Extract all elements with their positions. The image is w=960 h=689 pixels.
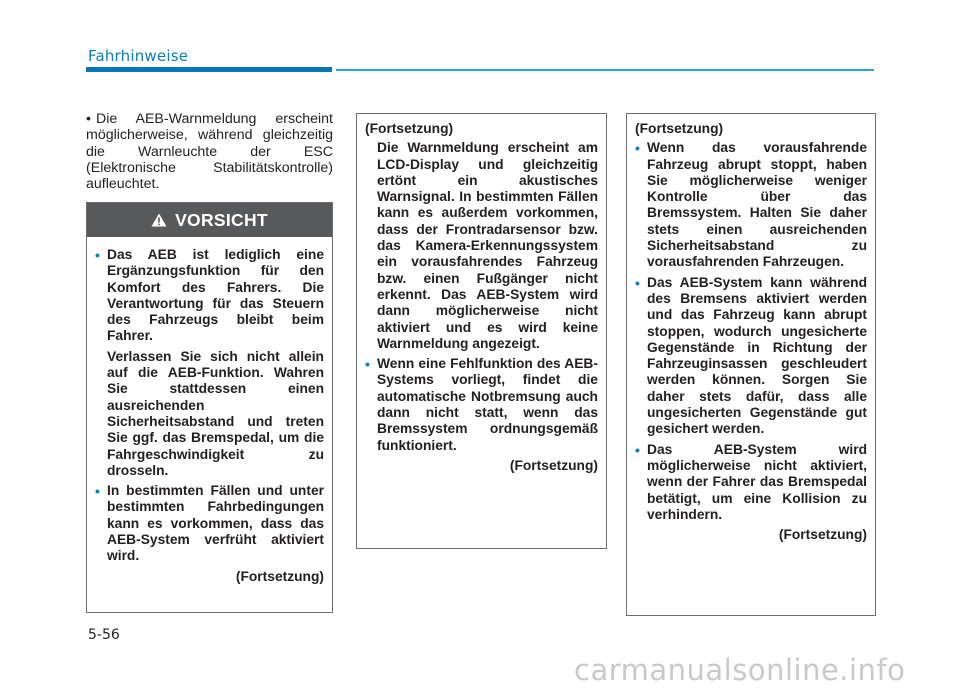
header-rule-light [336,69,874,71]
list-item [635,140,867,270]
right-box [626,113,876,616]
continued-label: (Fortsetzung) [778,527,867,543]
bullet-icon: • [635,441,640,458]
caution-item-paragraph: Verlassen Sie sich nicht allein auf die AEB-Funktion. Wahren Sie stattdessen einen ausreichenden Sicherheitsabstand und treten Sie ggf. das Bremspedal, um die Fahrgeschwindigkeit zu drosseln. [107,348,324,478]
intro-text: Die AEB-Warnmeldung erscheint möglicherweise, während gleichzeitig die Warnleuchte der ESC (Elektronische Stabilitätskontrolle) aufleuchtet. [86,111,333,193]
continued-label: (Fortsetzung) [509,457,598,473]
bullet-icon: • [95,483,100,500]
right-item-text: Das AEB-System kann während des Bremsens aktiviert werden und das Fahrzeug kann abrupt stoppen, wodurch ungesicherte Gegenstände in Richtung der Fahrzeuginsassen geschleudert werden können. Sorgen Sie daher stets dafür, dass alle ungesicherten Gegenstände gut gesichert werden. [647,274,867,437]
header-rule-dark [86,67,332,72]
continued-label: (Fortsetzung) [235,568,324,584]
bullet-icon: • [635,140,640,157]
continuation-lead: (Fortsetzung) [635,121,724,136]
intro-bullet: • [86,111,91,127]
list-item [635,275,867,438]
list-item [365,356,598,454]
caution-header [87,203,332,237]
list-item [635,442,867,523]
warning-triangle-icon [151,213,167,227]
middle-box [356,113,607,549]
caution-title: VORSICHT [175,209,268,230]
page-number: 5-56 [88,627,120,643]
caution-item-text: Das AEB ist lediglich eine Ergänzungsfunktion für den Komfort des Fahrers. Die Verantwortung für das Steuern des Fahrzeugs bleibt beim Fahrer. [107,247,324,344]
caution-box [86,202,333,613]
right-item-text: Das AEB-System wird möglicherweise nicht aktiviert, wenn der Fahrer das Bremspedal betätigt, um eine Kollision zu verhindern. [647,441,867,522]
list-item [95,483,324,564]
continuation-lead: (Fortsetzung) [365,121,454,136]
middle-paragraph: Die Warnmeldung erscheint am LCD-Display und gleichzeitig ertönt ein akustisches Warnsignal. In bestimmten Fällen kann es außerdem vorkommen, dass der Frontradarsensor bzw. das Kamera-Erkennungssystem ein vorausfahrendes Fahrzeug bzw. einen Fußgänger nicht erkennt. Das AEB-System wird dann möglicherweise nicht aktiviert und es wird keine Warnmeldung angezeigt. [377,140,598,351]
bullet-icon: • [635,274,640,291]
bullet-icon: • [95,247,100,263]
bullet-icon: • [365,356,370,373]
middle-item-text: Wenn eine Fehlfunktion des AEB-Systems vorliegt, findet die automatische Notbremsung auch dann nicht statt, wenn das Bremssystem ordnungsgemäß funktioniert. [377,356,598,453]
watermark: carmanualsonline.info [574,653,906,687]
list-item [95,247,324,345]
caution-item-text: In bestimmten Fällen und unter bestimmten Fahrbedingungen kann es vorkommen, dass das AEB-System verfrüht aktiviert wird. [107,483,324,564]
right-item-text: Wenn das vorausfahrende Fahrzeug abrupt stoppt, haben Sie möglicherweise weniger Kontrolle über das Bremssystem. Halten Sie daher stets einen ausreichenden Sicherheitsabstand zu vorausfahrenden Fahrzeugen. [647,140,867,270]
section-title: Fahrhinweise [88,47,189,65]
intro-paragraph [86,111,333,192]
